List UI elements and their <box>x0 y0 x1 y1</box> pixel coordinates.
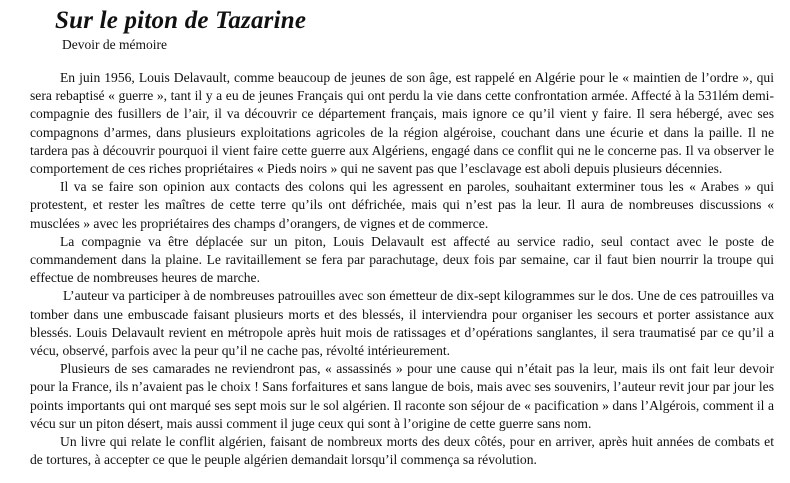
paragraph-4: L’auteur va participer à de nombreuses patrouilles avec son émetteur de dix-sept kilogrammes sur le dos. Une de ces patrouilles va tomber dans une embuscade faisant plusieurs morts et des blessés, il interviendra pour organiser les secours et porter assistance aux blessés. Louis Delavault revient en métropole après huit mois de ratissages et d’opérations sanglantes, il sera traumatisé par ce qu’il a vécu, observé, parfois avec la peur qu’il ne cache pas, révolté intérieurement. <box>30 288 774 359</box>
document-title: Sur le piton de Tazarine <box>55 7 307 34</box>
paragraph-5: Plusieurs de ses camarades ne reviendront pas, « assassinés » pour une cause qui n’était pas la leur, mais ils ont fait leur devoir pour la France, ils n’avaient pas le choix ! Sans forfaitures et sans langue de bois, mais avec ses souvenirs, l’auteur revit jour par jour les points importants qui ont marqué ses sept mois sur le sol algérien. Il raconte son séjour de « pacification » dans l’Algérois, comment il a vécu sur un piton désert, mais aussi comment il juge ceux qui sont à l’origine de cette guerre sans nom. <box>30 361 774 431</box>
paragraph-3: La compagnie va être déplacée sur un piton, Louis Delavault est affecté au service radio, seul contact avec le poste de commandement dans la plaine. Le ravitaillement se fera par parachutage, deux fois par semaine, car il faut bien nourrir la troupe qui effectue de nombreuses heures de marche. <box>30 233 774 286</box>
document-body <box>30 69 774 469</box>
paragraph-1: En juin 1956, Louis Delavault, comme beaucoup de jeunes de son âge, est rappelé en Algérie pour le « maintien de l’ordre », qui sera rebaptisé « guerre », tant il y a eu de jeunes Français qui ont perdu la vie dans cette confrontation armée. Affecté à la 531lém demi-compagnie des fusillers de l’air, il va découvrir ce département français, mais ignore ce qu’il vient y faire. Il sera hébergé, avec ses compagnons d’armes, dans plusieurs exploitations agricoles de la région algéroise, couchant dans une écurie et dans la paille. Il ne tardera pas à découvrir pourquoi il vient faire cette guerre aux Algériens, engagé dans ce conflit qui ne le concerne pas. Il va observer le comportement de ces riches propriétaires « Pieds noirs » qui ne savent pas que l’esclavage est aboli depuis plusieurs décennies. <box>30 70 774 177</box>
paragraph-2: Il va se faire son opinion aux contacts des colons qui les agressent en paroles, souhaitant exterminer tous les « Arabes » qui protestent, et rester les maîtres de cette terre qu’ils ont défrichée, mais qui n’est pas la leur. Il aura de nombreuses discussions « musclées » avec les propriétaires des champs d’orangers, de vignes et de commerce. <box>30 179 774 231</box>
paragraph-6: Un livre qui relate le conflit algérien, faisant de nombreux morts des deux côtés, pour en arriver, après huit années de combats et de tortures, à accepter ce que le peuple algérien demandait lorsqu’il commença sa révolution. <box>30 434 774 468</box>
document-subtitle: Devoir de mémoire <box>62 37 167 52</box>
